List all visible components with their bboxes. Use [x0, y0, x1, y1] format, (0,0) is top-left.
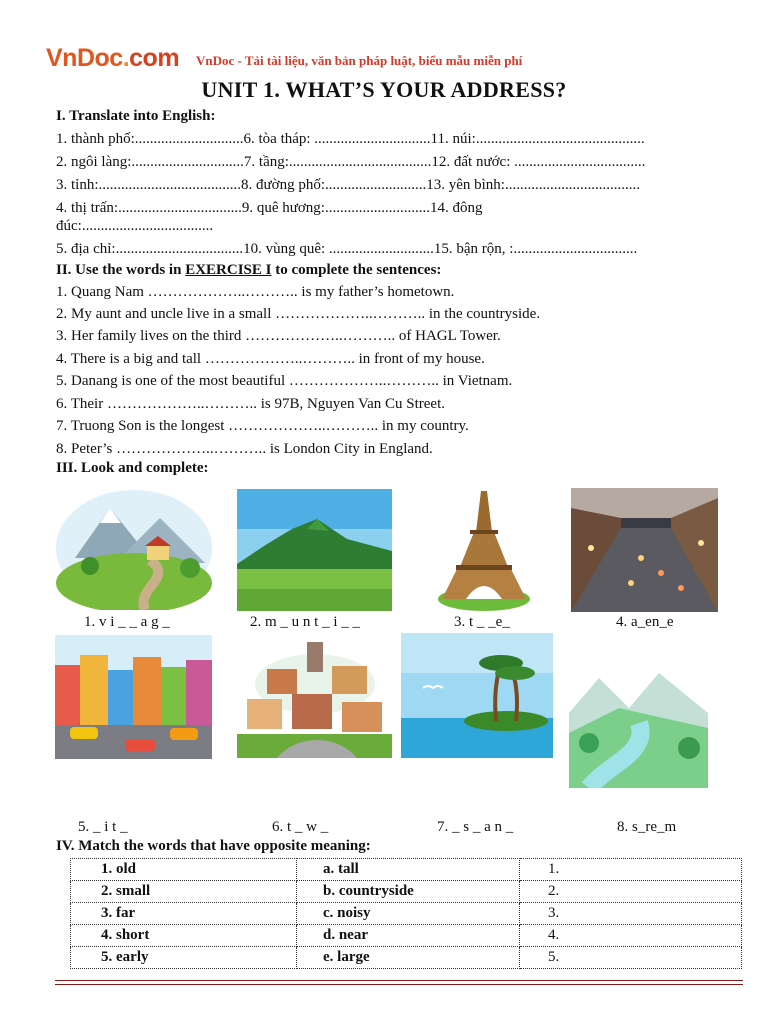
logo-com: com	[129, 44, 180, 72]
sentence-line: 8. Peter’s ………………..……….. is London City in England.	[56, 441, 433, 457]
translate-line: 1. thành phố:.............................6. tòa tháp: ...............................11. núi:.............................................	[56, 131, 645, 147]
table-row	[71, 881, 742, 903]
opposite-cell: b. countryside	[297, 881, 520, 903]
sentence-line: 7. Truong Son is the longest ………………..……….. in my country.	[56, 418, 469, 434]
logo-vn: VnDoc	[46, 44, 123, 72]
sentence-line: 1. Quang Nam ………………..……….. is my father’s hometown.	[56, 284, 455, 300]
word-cell: 4. short	[71, 925, 297, 947]
section2-heading-pre: II. Use the words in	[56, 262, 186, 278]
matching-table	[70, 858, 742, 969]
section2-heading	[56, 262, 441, 279]
word-cell: 3. far	[71, 903, 297, 925]
picture-caption: 6. t _ w _	[272, 819, 329, 835]
opposite-cell: e. large	[297, 947, 520, 969]
picture-caption: 8. s_re_m	[617, 819, 677, 835]
picture-caption: 2. m _ u n t _ i _ _	[250, 614, 361, 630]
picture-caption: 4. a_en_e	[616, 614, 674, 630]
sentence-line: 2. My aunt and uncle live in a small ………………..……….. in the countryside.	[56, 306, 541, 322]
answer-cell[interactable]: 3.	[520, 903, 742, 925]
table-row	[71, 947, 742, 969]
footer-rule	[55, 980, 743, 981]
mountain-picture	[237, 489, 392, 611]
picture-caption: 7. _ s _ a n _	[437, 819, 514, 835]
picture-caption: 5. _ i t _	[78, 819, 128, 835]
table-row	[71, 925, 742, 947]
table-row	[71, 903, 742, 925]
sentence-line: 5. Danang is one of the most beautiful ………………..……….. in Vietnam.	[56, 373, 513, 389]
translate-line: 3. tỉnh:......................................8. đường phố:...........................13. yên bình:....................................	[56, 177, 640, 193]
section1-heading: I. Translate into English:	[56, 108, 216, 124]
city-picture	[55, 635, 212, 759]
picture-caption: 3. t _ _e_	[454, 614, 510, 630]
translate-line: đúc:...................................	[56, 218, 214, 234]
answer-cell[interactable]: 2.	[520, 881, 742, 903]
opposite-cell: c. noisy	[297, 903, 520, 925]
exercise-link: EXERCISE I	[185, 262, 272, 278]
town-picture	[237, 634, 392, 758]
answer-cell[interactable]: 4.	[520, 925, 742, 947]
translate-line: 5. địa chỉ:..................................10. vùng quê: ............................15. bận rộn, :.................................	[56, 241, 638, 257]
vndoc-logo[interactable]	[46, 44, 179, 73]
translate-line: 2. ngôi làng:..............................7. tầng:......................................12. đất nước: ...................................	[56, 154, 646, 170]
word-cell: 5. early	[71, 947, 297, 969]
site-tagline: VnDoc - Tải tài liệu, văn bản pháp luật, biểu mẫu miễn phí	[196, 53, 523, 68]
tower-picture	[408, 487, 560, 612]
page-title: UNIT 1. WHAT’S YOUR ADDRESS?	[201, 77, 567, 102]
logo-dot: .	[122, 44, 130, 72]
island-picture	[401, 633, 553, 758]
village-picture	[55, 488, 213, 610]
table-row	[71, 859, 742, 881]
section2-heading-post: to complete the sentences:	[271, 262, 442, 278]
opposite-cell: d. near	[297, 925, 520, 947]
sentence-line: 6. Their ………………..……….. is 97B, Nguyen Van Cu Street.	[56, 396, 446, 412]
opposite-cell: a. tall	[297, 859, 520, 881]
word-cell: 1. old	[71, 859, 297, 881]
footer-rule	[55, 984, 743, 985]
translate-line: 4. thị trấn:.................................9. quê hương:............................14. đông	[56, 200, 483, 216]
section4-heading: IV. Match the words that have opposite meaning:	[56, 838, 371, 854]
sentence-line: 4. There is a big and tall ………………..……….. in front of my house.	[56, 351, 485, 367]
word-cell: 2. small	[71, 881, 297, 903]
picture-caption: 1. v i _ _ a g _	[84, 614, 170, 630]
answer-cell[interactable]: 5.	[520, 947, 742, 969]
sentence-line: 3. Her family lives on the third ………………..……….. of HAGL Tower.	[56, 328, 501, 344]
stream-picture	[569, 663, 708, 788]
answer-cell[interactable]: 1.	[520, 859, 742, 881]
avenue-picture	[571, 488, 718, 612]
section3-heading: III. Look and complete:	[56, 460, 209, 476]
